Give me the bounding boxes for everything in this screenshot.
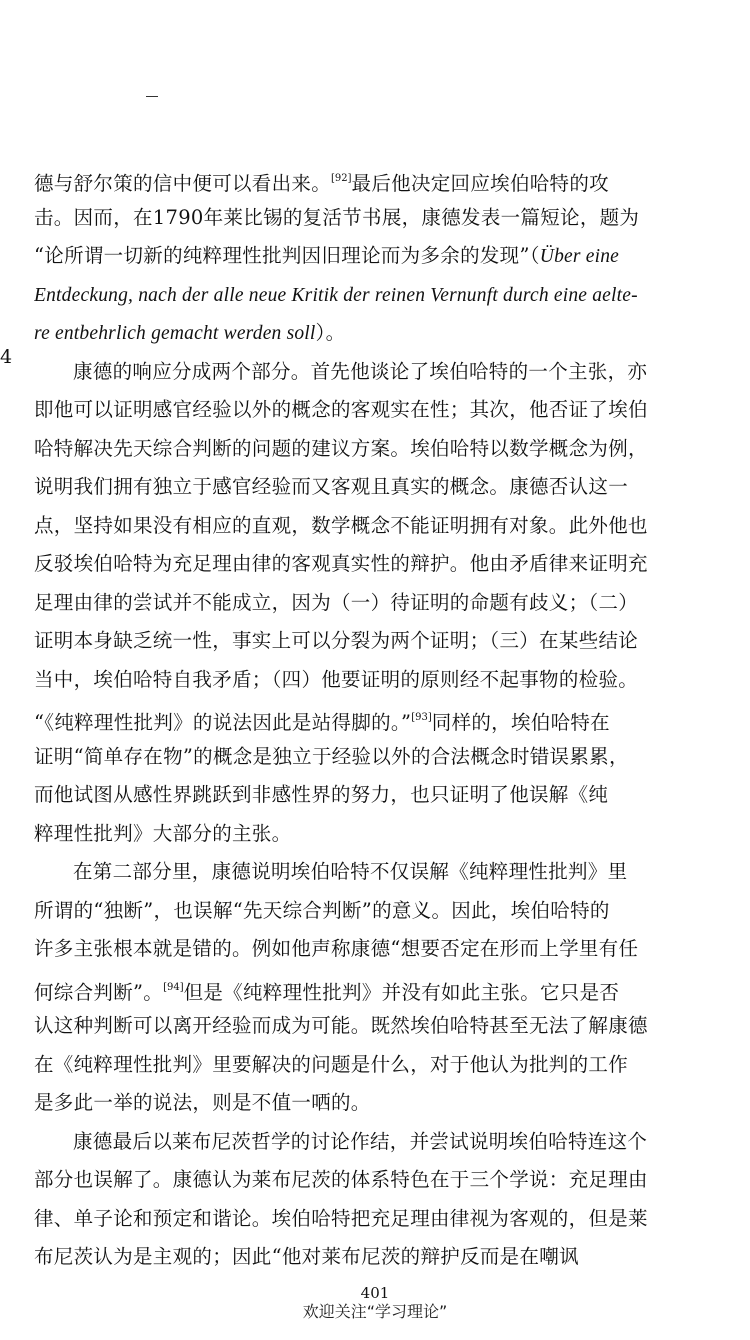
- text-line: [34, 314, 662, 353]
- text-line: [34, 468, 662, 507]
- text-line: [34, 199, 662, 238]
- text-line: [34, 738, 662, 777]
- text-segment: 同样的，埃伯哈特在: [431, 711, 610, 734]
- text-segment: 即他可以证明感官经验以外的概念的客观实在性；其次，他否证了埃伯: [34, 398, 648, 421]
- text-segment: 击。因而，在1790年莱比锡的复活节书展，康德发表一篇短论，题为: [34, 205, 640, 229]
- page-number: 401: [360, 1284, 390, 1302]
- text-line: [34, 160, 662, 199]
- text-line: [34, 276, 662, 315]
- text-segment: 认这种判断可以离开经验而成为可能。既然埃伯哈特甚至无法了解康德: [34, 1014, 648, 1037]
- text-segment: 而他试图从感性界跳跃到非感性界的努力，也只证明了他误解《纯: [34, 783, 609, 806]
- text-segment: 许多主张根本就是错的。例如他声称康德“想要否定在形而上学里有任: [34, 937, 639, 960]
- text-segment: 在第二部分里，康德说明埃伯哈特不仅误解《纯粹理性批判》里: [73, 860, 628, 883]
- footer-text: 欢迎关注“学习理论”: [302, 1302, 448, 1321]
- text-segment: ）。: [315, 321, 346, 344]
- body-text: [34, 160, 662, 1277]
- text-segment: 最后他决定回应埃伯哈特的攻: [351, 172, 609, 195]
- text-line: [34, 391, 662, 430]
- scan-mark: [146, 96, 158, 97]
- text-line: [34, 1200, 662, 1239]
- german-title-text: Entdeckung, nach der alle neue Kritik der reinen Vernunft durch eine aelte-: [34, 284, 638, 306]
- text-segment: 在《纯粹理性批判》里要解决的问题是什么，对于他认为批判的工作: [34, 1052, 629, 1076]
- text-segment: 哈特解决先天综合判断的问题的建议方案。埃伯哈特以数学概念为例，: [34, 436, 648, 460]
- footnote-marker: [93]: [411, 712, 432, 723]
- text-segment: 何综合判断”。: [34, 980, 164, 1004]
- text-segment: 是多此一举的说法，则是不值一哂的。: [34, 1091, 371, 1114]
- german-title-text: re entbehrlich gemacht werden soll: [34, 323, 316, 344]
- text-segment: 康德最后以莱布尼茨哲学的讨论作结，并尝试说明埃伯哈特连这个: [73, 1129, 648, 1153]
- text-line: [34, 815, 662, 854]
- text-line: [34, 969, 662, 1008]
- text-segment: 足理由律的尝试并不能成立，因为（一）待证明的命题有歧义；（二）: [34, 590, 639, 614]
- text-line: [34, 507, 662, 546]
- text-line: [34, 430, 662, 469]
- text-segment: 布尼茨认为是主观的；因此“他对莱布尼茨的辩护反而是在嘲讽: [34, 1245, 579, 1268]
- text-segment: 部分也误解了。康德认为莱布尼茨的体系特色在于三个学说：充足理由: [34, 1168, 648, 1191]
- text-line: [34, 1238, 662, 1277]
- text-segment: 康德的响应分成两个部分。首先他谈论了埃伯哈特的一个主张，亦: [73, 359, 648, 383]
- text-line: [34, 353, 662, 392]
- text-segment: 点，坚持如果没有相应的直观，数学概念不能证明拥有对象。此外他也: [34, 513, 648, 537]
- text-line: [34, 545, 662, 584]
- text-line: [34, 1046, 662, 1085]
- text-segment: 说明我们拥有独立于感官经验而又客观且真实的概念。康德否认这一: [34, 475, 629, 498]
- margin-number: 4: [0, 346, 13, 368]
- text-line: [34, 622, 662, 661]
- text-line: [34, 1007, 662, 1046]
- text-segment: 当中，埃伯哈特自我矛盾；（四）他要证明的原则经不起事物的检验。: [34, 667, 639, 691]
- text-line: [34, 699, 662, 738]
- footnote-marker: [94]: [163, 981, 184, 993]
- german-title-text: Über eine: [539, 246, 620, 267]
- text-segment: 粹理性批判》大部分的主张。: [34, 821, 292, 845]
- text-segment: 但是《纯粹理性批判》并没有如此主张。它只是否: [183, 980, 620, 1004]
- text-line: [34, 237, 662, 276]
- text-segment: “论所谓一切新的纯粹理性批判因旧理论而为多余的发现”（: [34, 244, 540, 267]
- text-line: [34, 892, 662, 931]
- text-line: [34, 1123, 662, 1162]
- text-segment: “《纯粹理性批判》的说法因此是站得脚的。”: [34, 711, 412, 734]
- text-line: [34, 661, 662, 700]
- text-line: [34, 930, 662, 969]
- text-segment: 律、单子论和预定和谐论。埃伯哈特把充足理由律视为客观的，但是莱: [34, 1206, 648, 1230]
- text-line: [34, 853, 662, 892]
- text-segment: 所谓的“独断”，也误解“先天综合判断”的意义。因此，埃伯哈特的: [34, 898, 610, 922]
- text-segment: 证明本身缺乏统一性，事实上可以分裂为两个证明；（三）在某些结论: [34, 629, 639, 652]
- text-segment: 德与舒尔策的信中便可以看出来。: [34, 172, 332, 195]
- text-segment: 证明“简单存在物”的概念是独立于经验以外的合法概念时错误累累，: [34, 744, 629, 768]
- footnote-marker: [92]: [331, 173, 352, 184]
- text-line: [34, 776, 662, 815]
- text-line: [34, 584, 662, 623]
- text-segment: 反驳埃伯哈特为充足理由律的客观真实性的辩护。他由矛盾律来证明充: [34, 552, 648, 575]
- text-line: [34, 1161, 662, 1200]
- text-line: [34, 1084, 662, 1123]
